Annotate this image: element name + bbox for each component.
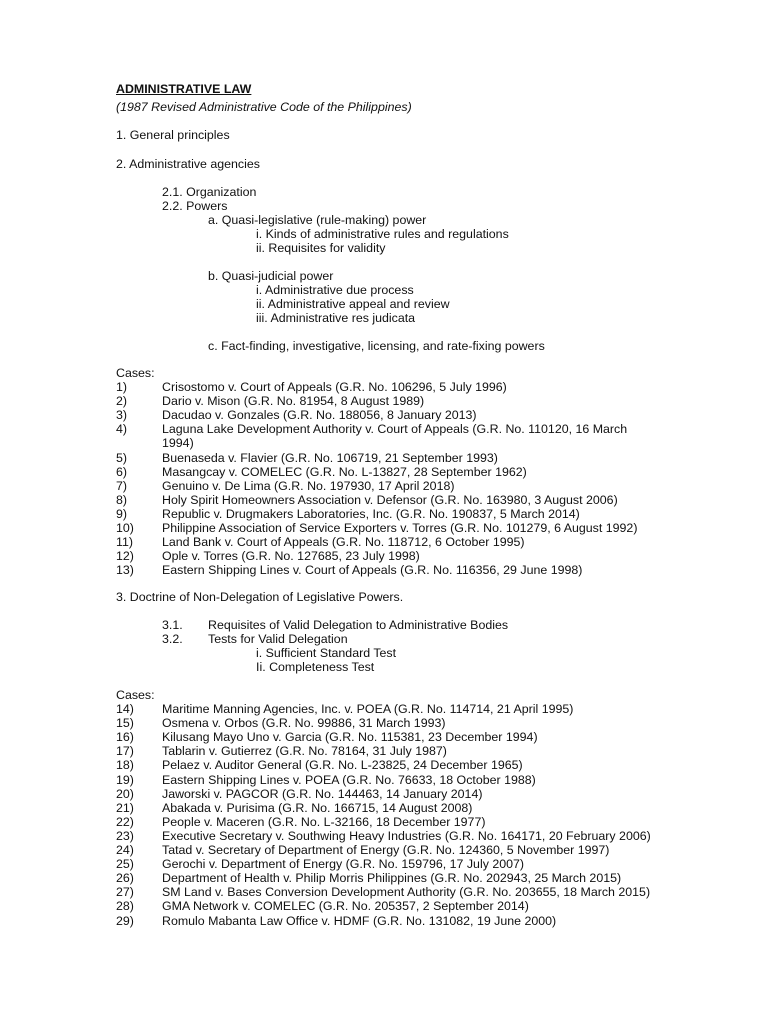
cases-label: Cases: [116, 366, 155, 380]
case-citation: Gerochi v. Department of Energy (G.R. No. 159796, 17 July 2007) [162, 857, 525, 872]
document-title: ADMINISTRATIVE LAW [116, 82, 252, 96]
case-citation: Tablarin v. Gutierrez (G.R. No. 78164, 31 July 1987) [162, 744, 447, 759]
case-list-item [116, 535, 525, 549]
case-number: 3) [116, 408, 128, 423]
case-citation: Eastern Shipping Lines v. POEA (G.R. No. 76633, 18 October 1988) [162, 772, 536, 787]
case-number: 21) [116, 800, 134, 815]
case-number: 6) [116, 464, 128, 479]
case-citation: Osmena v. Orbos (G.R. No. 99886, 31 March 1993) [162, 716, 446, 731]
case-list-item [116, 787, 482, 801]
case-citation: Land Bank v. Court of Appeals (G.R. No. 118712, 6 October 1995) [162, 535, 525, 550]
case-citation: Dario v. Mison (G.R. No. 81954, 8 August 1989) [162, 394, 425, 409]
subsection-heading: 2.1. Organization [162, 185, 257, 199]
case-number: 9) [116, 506, 128, 521]
outline-subitem: i. Administrative due process [256, 283, 414, 297]
case-list-item [116, 773, 536, 787]
case-list-item [116, 521, 637, 535]
case-number: 7) [116, 478, 128, 493]
case-citation: Department of Health v. Philip Morris Philippines (G.R. No. 202943, 25 March 2015) [162, 871, 622, 886]
outline-item: a. Quasi-legislative (rule-making) power [208, 213, 427, 227]
case-number: 24) [116, 843, 134, 857]
document-subtitle: (1987 Revised Administrative Code of the Philippines) [116, 100, 412, 114]
case-list-item [116, 394, 424, 408]
outline-subitem: ii. Administrative appeal and review [256, 297, 450, 311]
case-number: 12) [116, 549, 134, 564]
case-list-item [116, 479, 455, 493]
case-number: 13) [116, 563, 134, 578]
case-list-item [116, 451, 498, 465]
case-number: 15) [116, 716, 134, 731]
subsection-number: 3.2. [162, 632, 183, 646]
case-number: 11) [116, 535, 133, 550]
case-list-item [116, 744, 447, 758]
case-citation: Crisostomo v. Court of Appeals (G.R. No. 106296, 5 July 1996) [162, 380, 507, 394]
case-list-item [116, 380, 507, 394]
case-list-item [116, 702, 573, 716]
case-citation: Pelaez v. Auditor General (G.R. No. L-23825, 24 December 1965) [162, 758, 523, 773]
case-list-item [116, 549, 420, 563]
case-list-item [116, 563, 582, 577]
cases-label: Cases: [116, 688, 155, 702]
subsection-heading: 2.2. Powers [162, 199, 228, 213]
section-heading: 1. General principles [116, 128, 230, 142]
case-number: 2) [116, 394, 128, 409]
case-list-item [116, 716, 446, 730]
case-list-item [116, 758, 523, 772]
case-list-item [116, 914, 556, 928]
case-list-item-continued [116, 436, 194, 450]
case-number: 22) [116, 814, 134, 829]
section-heading: 3. Doctrine of Non-Delegation of Legislative Powers. [116, 590, 404, 604]
case-number: 10) [116, 521, 134, 535]
case-citation: Jaworski v. PAGCOR (G.R. No. 144463, 14 January 2014) [162, 786, 483, 801]
case-citation: Kilusang Mayo Uno v. Garcia (G.R. No. 115381, 23 December 1994) [162, 730, 538, 745]
case-citation: Executive Secretary v. Southwing Heavy Industries (G.R. No. 164171, 20 February 2006) [162, 828, 651, 843]
section-heading: 2. Administrative agencies [116, 157, 260, 171]
outline-subitem: ii. Requisites for validity [256, 241, 386, 255]
case-citation: Eastern Shipping Lines v. Court of Appeals (G.R. No. 116356, 29 June 1998) [162, 563, 583, 578]
case-list-item [116, 507, 580, 521]
case-citation: Laguna Lake Development Authority v. Court of Appeals (G.R. No. 110120, 16 March [162, 422, 628, 437]
case-list-item [116, 815, 485, 829]
outline-item: c. Fact-finding, investigative, licensing, and rate-fixing powers [208, 339, 545, 353]
case-citation: Buenaseda v. Flavier (G.R. No. 106719, 21 September 1993) [162, 450, 498, 465]
case-number: 1) [116, 380, 128, 394]
case-number: 23) [116, 828, 134, 843]
case-number: 14) [116, 702, 134, 716]
case-number: 28) [116, 899, 134, 914]
subsection-number: 3.1. [162, 618, 183, 632]
case-list-item [116, 857, 524, 871]
case-citation: Holy Spirit Homeowners Association v. Defensor (G.R. No. 163980, 3 August 2006) [162, 492, 618, 507]
case-list-item [116, 871, 621, 885]
case-number: 18) [116, 758, 134, 773]
case-number: 5) [116, 450, 128, 465]
case-citation: Masangcay v. COMELEC (G.R. No. L-13827, 28 September 1962) [162, 464, 527, 479]
case-citation: 1994) [162, 436, 194, 451]
case-number: 4) [116, 422, 128, 437]
case-number: 16) [116, 730, 134, 745]
case-list-item [116, 493, 618, 507]
case-number: 19) [116, 772, 134, 787]
case-list-item [116, 801, 472, 815]
case-list-item [116, 899, 529, 913]
case-citation: Philippine Association of Service Exporters v. Torres (G.R. No. 101279, 6 August 1992) [162, 521, 638, 535]
case-number: 20) [116, 786, 134, 801]
case-citation: Romulo Mabanta Law Office v. HDMF (G.R. No. 131082, 19 June 2000) [162, 913, 557, 928]
case-number: 27) [116, 885, 134, 900]
outline-item: b. Quasi-judicial power [208, 269, 334, 283]
case-list-item [116, 422, 627, 436]
outline-subitem: i. Kinds of administrative rules and regulations [256, 227, 509, 241]
case-number: 8) [116, 492, 128, 507]
case-citation: Genuino v. De Lima (G.R. No. 197930, 17 April 2018) [162, 478, 455, 493]
case-citation: GMA Network v. COMELEC (G.R. No. 205357, 2 September 2014) [162, 899, 529, 914]
outline-subitem: iii. Administrative res judicata [256, 311, 416, 325]
subsection-heading: Requisites of Valid Delegation to Administrative Bodies [208, 618, 509, 632]
case-list-item [116, 408, 477, 422]
case-list-item [116, 465, 527, 479]
case-citation: Abakada v. Purisima (G.R. No. 166715, 14 August 2008) [162, 800, 473, 815]
case-number: 17) [116, 744, 134, 759]
case-citation: Tatad v. Secretary of Department of Energy (G.R. No. 124360, 5 November 1997) [162, 843, 610, 857]
case-number: 29) [116, 913, 134, 928]
case-citation: Dacudao v. Gonzales (G.R. No. 188056, 8 January 2013) [162, 408, 477, 423]
case-citation: SM Land v. Bases Conversion Development Authority (G.R. No. 203655, 18 March 2015) [162, 885, 651, 900]
case-citation: Republic v. Drugmakers Laboratories, Inc. (G.R. No. 190837, 5 March 2014) [162, 506, 580, 521]
case-citation: Ople v. Torres (G.R. No. 127685, 23 July 1998) [162, 549, 420, 564]
subsection-heading: Tests for Valid Delegation [208, 632, 348, 646]
case-list-item [116, 829, 651, 843]
outline-subitem: i. Sufficient Standard Test [256, 646, 397, 660]
case-citation: Maritime Manning Agencies, Inc. v. POEA (G.R. No. 114714, 21 April 1995) [162, 702, 574, 716]
case-list-item [116, 730, 538, 744]
case-list-item [116, 885, 650, 899]
case-list-item [116, 843, 609, 857]
outline-subitem: Ii. Completeness Test [256, 660, 375, 674]
case-number: 26) [116, 871, 134, 886]
case-number: 25) [116, 857, 134, 872]
case-citation: People v. Maceren (G.R. No. L-32166, 18 December 1977) [162, 814, 486, 829]
